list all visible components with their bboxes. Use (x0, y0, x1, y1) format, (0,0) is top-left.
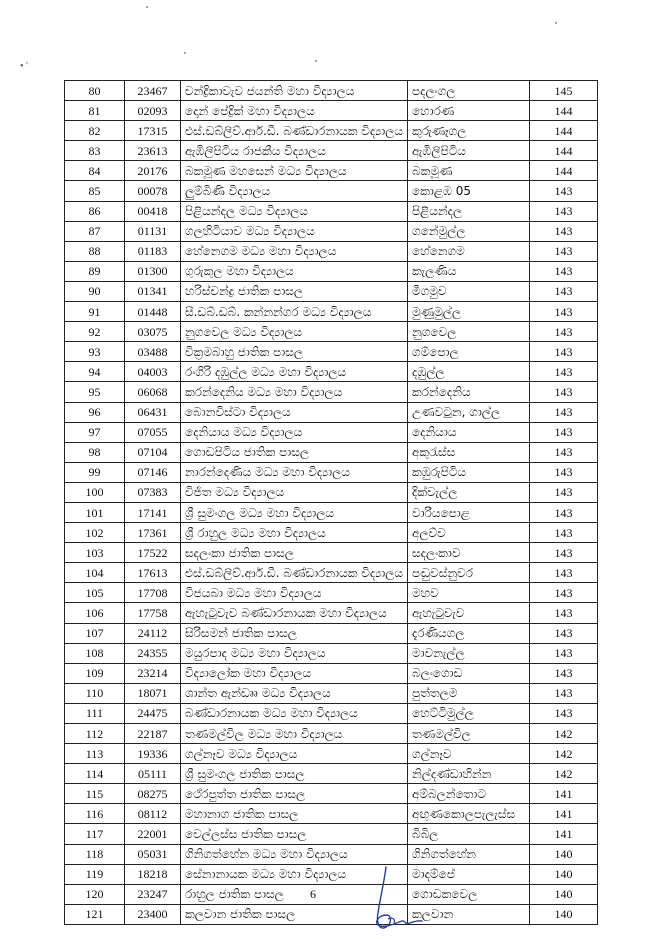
school-name: බකමූණ මහසෙන් මධ්‍ය විද්‍යාලය (181, 161, 408, 181)
school-location: සදලංකාව (408, 543, 530, 563)
school-name: ලුම්බිණි විද්‍යාලය (181, 181, 408, 201)
school-name: දෙනියාය මධ්‍ය විද්‍යාලය (181, 422, 408, 442)
row-number: 109 (65, 663, 125, 683)
school-code: 17315 (125, 121, 181, 141)
row-number: 108 (65, 643, 125, 663)
cutoff-mark: 141 (530, 784, 598, 804)
school-location: බකමූණ (408, 161, 530, 181)
table-row (65, 402, 598, 422)
cutoff-mark: 143 (530, 683, 598, 703)
cutoff-mark: 142 (530, 744, 598, 764)
row-number: 113 (65, 744, 125, 764)
school-name: ගුරුකුල මහා විද්‍යාලය (181, 261, 408, 281)
school-location: කඹුරුපිටිය (408, 462, 530, 482)
row-number: 102 (65, 523, 125, 543)
school-code: 01448 (125, 302, 181, 322)
row-number: 89 (65, 261, 125, 281)
school-location: මාදම්පේ (408, 864, 530, 884)
table-row (65, 543, 598, 563)
table-row (65, 764, 598, 784)
school-name: ගිනිගත්හේන මධ්‍ය මහා විද්‍යාලය (181, 844, 408, 864)
row-number: 107 (65, 623, 125, 643)
school-name: ථේරපුත්ත ජාතික පාසල (181, 784, 408, 804)
row-number: 91 (65, 302, 125, 322)
row-number: 95 (65, 382, 125, 402)
school-location: හෙට්ටිමුල්ල (408, 703, 530, 723)
table-row (65, 81, 598, 101)
table-row (65, 904, 598, 924)
cutoff-mark: 143 (530, 703, 598, 723)
school-code: 22001 (125, 824, 181, 844)
table-row (65, 241, 598, 261)
school-name: විජයබා මධ්‍ය මහා විද්‍යාලය (181, 583, 408, 603)
cutoff-mark: 143 (530, 302, 598, 322)
school-name: ශ්‍රී සුමංගල ජාතික පාසල (181, 764, 408, 784)
school-code: 24475 (125, 703, 181, 723)
school-location: හොරණ (408, 101, 530, 121)
table-row (65, 603, 598, 623)
table-row (65, 583, 598, 603)
row-number: 96 (65, 402, 125, 422)
school-name: ඇහැටුවැව බණ්ඩාරනායක මහා විද්‍යාලය (181, 603, 408, 623)
table-row (65, 784, 598, 804)
school-code: 07104 (125, 442, 181, 462)
row-number: 112 (65, 724, 125, 744)
school-code: 07146 (125, 462, 181, 482)
school-code: 08275 (125, 784, 181, 804)
cutoff-mark: 143 (530, 663, 598, 683)
school-name: වෙල්ලස්ස ජාතික පාසල (181, 824, 408, 844)
cutoff-mark: 140 (530, 884, 598, 904)
school-location: ඇඹිලිපිටිය (408, 141, 530, 161)
row-number: 92 (65, 322, 125, 342)
row-number: 82 (65, 121, 125, 141)
row-number: 80 (65, 81, 125, 101)
row-number: 111 (65, 703, 125, 723)
school-location: උණවටුන, ගාල්ල (408, 402, 530, 422)
table-row (65, 382, 598, 402)
school-code: 07383 (125, 482, 181, 502)
cutoff-mark: 143 (530, 261, 598, 281)
cutoff-mark: 143 (530, 382, 598, 402)
school-code: 00078 (125, 181, 181, 201)
school-name: එස්.ඩබ්ලිව්.ආර්.ඩී. බණ්ඩාරනායක විද්‍යාලය (181, 563, 408, 583)
cutoff-mark: 144 (530, 121, 598, 141)
cutoff-mark: 143 (530, 342, 598, 362)
row-number: 119 (65, 864, 125, 884)
cutoff-mark: 140 (530, 844, 598, 864)
cutoff-mark: 143 (530, 543, 598, 563)
school-code: 19336 (125, 744, 181, 764)
school-name: තණමල්විල මධ්‍ය මහා විද්‍යාලය (181, 724, 408, 744)
school-code: 23400 (125, 904, 181, 924)
school-name: දොන් පේද්‍රික් මහා විද්‍යාලය (181, 101, 408, 121)
school-location: මුණුමුල්ල (408, 302, 530, 322)
school-code: 23467 (125, 81, 181, 101)
row-number: 84 (65, 161, 125, 181)
school-name: බොනවිස්ටා විද්‍යාලය (181, 402, 408, 422)
table-row (65, 703, 598, 723)
table-row (65, 322, 598, 342)
school-code: 23247 (125, 884, 181, 904)
row-number: 97 (65, 422, 125, 442)
school-code: 03075 (125, 322, 181, 342)
cutoff-mark: 143 (530, 402, 598, 422)
school-location: දික්වැල්ල (408, 482, 530, 502)
school-name: නාරන්දෙණිය මධ්‍ය මහා විද්‍යාලය (181, 462, 408, 482)
cutoff-mark: 143 (530, 281, 598, 301)
cutoff-mark: 143 (530, 241, 598, 261)
school-name: චන්ද්‍රිකාවැව ජයන්ති මහා විද්‍යාලය (181, 81, 408, 101)
table-row (65, 744, 598, 764)
row-number: 114 (65, 764, 125, 784)
row-number: 117 (65, 824, 125, 844)
school-location: මහව (408, 583, 530, 603)
row-number: 105 (65, 583, 125, 603)
school-location: අලව්ව (408, 523, 530, 543)
table-row (65, 482, 598, 502)
table-row (65, 362, 598, 382)
school-name: ශාන්ත ඇන්ඩෲ මධ්‍ය විද්‍යාලය (181, 683, 408, 703)
school-code: 03488 (125, 342, 181, 362)
school-location: ගනේමුල්ල (408, 221, 530, 241)
table-row (65, 342, 598, 362)
school-code: 17141 (125, 502, 181, 522)
row-number: 90 (65, 281, 125, 301)
row-number: 83 (65, 141, 125, 161)
cutoff-mark: 143 (530, 563, 598, 583)
row-number: 98 (65, 442, 125, 462)
table-row (65, 221, 598, 241)
page-number: 6 (310, 887, 316, 901)
table-row (65, 663, 598, 683)
school-code: 18218 (125, 864, 181, 884)
table-row (65, 623, 598, 643)
table-row (65, 864, 598, 884)
table-row (65, 141, 598, 161)
school-name: කලවාන ජාතික පාසල (181, 904, 408, 924)
cutoff-mark: 143 (530, 502, 598, 522)
row-number: 115 (65, 784, 125, 804)
school-name: ශ්‍රී සුමංගල මධ්‍ය මහා විද්‍යාලය (181, 502, 408, 522)
school-name: පිළියන්දල මධ්‍ය විද්‍යාලය (181, 201, 408, 221)
school-location: මාවනැල්ල (408, 643, 530, 663)
table-row (65, 804, 598, 824)
school-location: ඇහැටුවැව (408, 603, 530, 623)
table-row (65, 884, 598, 904)
school-location: දෙනියාය (408, 422, 530, 442)
row-number: 110 (65, 683, 125, 703)
school-location: අඟුණකොලපැලැස්ස (408, 804, 530, 824)
school-code: 01183 (125, 241, 181, 261)
school-name: රංගිරි දඹුල්ල මධ්‍ය මහා විද්‍යාලය (181, 362, 408, 382)
table-row (65, 523, 598, 543)
row-number: 121 (65, 904, 125, 924)
school-code: 06068 (125, 382, 181, 402)
row-number: 99 (65, 462, 125, 482)
table-row (65, 724, 598, 744)
school-name: හේනෙගම මධ්‍ය මහා විද්‍යාලය (181, 241, 408, 261)
cutoff-mark: 143 (530, 201, 598, 221)
row-number: 106 (65, 603, 125, 623)
school-location: පදලංගල (408, 81, 530, 101)
scan-speck (315, 60, 317, 62)
school-name: මහානාග ජාතික පාසල (181, 804, 408, 824)
row-number: 120 (65, 884, 125, 904)
school-location: ගල්නෑව (408, 744, 530, 764)
school-location: ගම්පොල (408, 342, 530, 362)
cutoff-mark: 143 (530, 523, 598, 543)
row-number: 85 (65, 181, 125, 201)
table-row (65, 462, 598, 482)
school-code: 24355 (125, 643, 181, 663)
results-table (64, 80, 598, 925)
table-row (65, 101, 598, 121)
school-code: 17708 (125, 583, 181, 603)
cutoff-mark: 140 (530, 904, 598, 924)
school-location: වාරියපොළ (408, 502, 530, 522)
table-row (65, 281, 598, 301)
cutoff-mark: 142 (530, 724, 598, 744)
school-code: 22187 (125, 724, 181, 744)
school-location: කැලණිය (408, 261, 530, 281)
table-row (65, 261, 598, 281)
row-number: 103 (65, 543, 125, 563)
scan-speck (146, 6, 148, 8)
table-row (65, 181, 598, 201)
school-code: 24112 (125, 623, 181, 643)
table-row (65, 442, 598, 462)
school-code: 04003 (125, 362, 181, 382)
school-location: දැරණියගල (408, 623, 530, 643)
row-number: 104 (65, 563, 125, 583)
school-location: අම්බලන්තොට (408, 784, 530, 804)
school-location: නිල්දණ්ඩාහින්න (408, 764, 530, 784)
school-location: හේනෙගම (408, 241, 530, 261)
school-code: 07055 (125, 422, 181, 442)
school-name: වික්‍රමබාහු ජාතික පාසල (181, 342, 408, 362)
school-location: පුත්තලම (408, 683, 530, 703)
school-location: කරන්දෙනිය (408, 382, 530, 402)
school-code: 08112 (125, 804, 181, 824)
cutoff-mark: 143 (530, 623, 598, 643)
school-name: සදලංකා ජාතික පාසල (181, 543, 408, 563)
cutoff-mark: 143 (530, 482, 598, 502)
school-code: 17758 (125, 603, 181, 623)
table-row (65, 121, 598, 141)
school-location: තණමල්විල (408, 724, 530, 744)
school-location: කුරුණෑගල (408, 121, 530, 141)
cutoff-mark: 143 (530, 442, 598, 462)
table-row (65, 844, 598, 864)
table-row (65, 161, 598, 181)
cutoff-mark: 143 (530, 643, 598, 663)
row-number: 81 (65, 101, 125, 121)
school-name: රාහුල ජාතික පාසල (181, 884, 408, 904)
school-code: 18071 (125, 683, 181, 703)
school-location: දඹුල්ල (408, 362, 530, 382)
school-name: ගලහිටියාව මධ්‍ය විද්‍යාලය (181, 221, 408, 241)
school-code: 17361 (125, 523, 181, 543)
cutoff-mark: 141 (530, 804, 598, 824)
school-name: විජිත මධ්‍ය විද්‍යාලය (181, 482, 408, 502)
school-name: විද්‍යාලෝක මහා විද්‍යාලය (181, 663, 408, 683)
school-location: පිළියන්දල (408, 201, 530, 221)
row-number: 87 (65, 221, 125, 241)
row-number: 100 (65, 482, 125, 502)
row-number: 86 (65, 201, 125, 221)
school-name: මයුරපාද මධ්‍ය මහා විද්‍යාලය (181, 643, 408, 663)
school-code: 02093 (125, 101, 181, 121)
school-name: එස්.ඩබ්ලිව්.ආර්.ඩී. බණ්ඩාරනායක විද්‍යාලය (181, 121, 408, 141)
row-number: 94 (65, 362, 125, 382)
school-name: සිරිසමන් ජාතික පාසල (181, 623, 408, 643)
school-code: 23613 (125, 141, 181, 161)
school-location: අකුරැස්ස (408, 442, 530, 462)
table-row (65, 422, 598, 442)
cutoff-mark: 143 (530, 181, 598, 201)
school-location: පඬුවස්නුවර (408, 563, 530, 583)
cutoff-mark: 141 (530, 824, 598, 844)
cutoff-mark: 143 (530, 603, 598, 623)
signature (366, 865, 430, 935)
row-number: 116 (65, 804, 125, 824)
cutoff-mark: 142 (530, 764, 598, 784)
school-code: 17613 (125, 563, 181, 583)
school-location: බලංගොඩ (408, 663, 530, 683)
school-location: කොළඹ 05 (408, 181, 530, 201)
table-row (65, 683, 598, 703)
table-row (65, 643, 598, 663)
cutoff-mark: 144 (530, 101, 598, 121)
school-code: 06431 (125, 402, 181, 422)
school-name: බණ්ඩාරනායක මධ්‍ය මහා විද්‍යාලය (181, 703, 408, 723)
school-name: ගල්නෑව මධ්‍ය විද්‍යාලය (181, 744, 408, 764)
school-location: නුගවෙල (408, 322, 530, 342)
school-location: කලවාන (408, 904, 530, 924)
results-table-body (65, 81, 598, 925)
school-name: සී.ඩබ්.ඩබ්. කන්නන්ගර මධ්‍ය විද්‍යාලය (181, 302, 408, 322)
school-code: 05031 (125, 844, 181, 864)
cutoff-mark: 140 (530, 864, 598, 884)
cutoff-mark: 144 (530, 141, 598, 161)
table-row (65, 563, 598, 583)
school-location: ගිනිගත්හේන (408, 844, 530, 864)
school-code: 01300 (125, 261, 181, 281)
school-code: 20176 (125, 161, 181, 181)
school-code: 00418 (125, 201, 181, 221)
row-number: 118 (65, 844, 125, 864)
school-name: සේනානායක මධ්‍ය මහා විද්‍යාලය (181, 864, 408, 884)
cutoff-mark: 143 (530, 462, 598, 482)
table-row (65, 824, 598, 844)
cutoff-mark: 143 (530, 322, 598, 342)
table-row (65, 502, 598, 522)
scan-speck (555, 22, 557, 24)
table-row (65, 201, 598, 221)
row-number: 101 (65, 502, 125, 522)
school-code: 01131 (125, 221, 181, 241)
school-code: 01341 (125, 281, 181, 301)
school-name: කරන්දෙනිය මධ්‍ය මහා විද්‍යාලය (181, 382, 408, 402)
school-location: මීගමුව (408, 281, 530, 301)
scan-speck (184, 52, 186, 54)
school-code: 05111 (125, 764, 181, 784)
school-name: ශ්‍රී රාහුල මධ්‍ය මහා විද්‍යාලය (181, 523, 408, 543)
cutoff-mark: 145 (530, 81, 598, 101)
school-location: බිබිල (408, 824, 530, 844)
cutoff-mark: 143 (530, 221, 598, 241)
cutoff-mark: 143 (530, 362, 598, 382)
row-number: 88 (65, 241, 125, 261)
row-number: 93 (65, 342, 125, 362)
school-name: නුගවෙල මධ්‍ය විද්‍යාලය (181, 322, 408, 342)
margin-marks: • ' (20, 61, 28, 72)
school-location: ගොඩකවෙල (408, 884, 530, 904)
school-name: ගොඩපිටිය ජාතික පාසල (181, 442, 408, 462)
table-row (65, 302, 598, 322)
school-code: 23214 (125, 663, 181, 683)
school-name: ඇඹිලිපිටිය රාජකීය විද්‍යාලය (181, 141, 408, 161)
school-name: හරිස්චන්ද්‍ර ජාතික පාසල (181, 281, 408, 301)
cutoff-mark: 143 (530, 422, 598, 442)
school-code: 17522 (125, 543, 181, 563)
cutoff-mark: 144 (530, 161, 598, 181)
cutoff-mark: 143 (530, 583, 598, 603)
